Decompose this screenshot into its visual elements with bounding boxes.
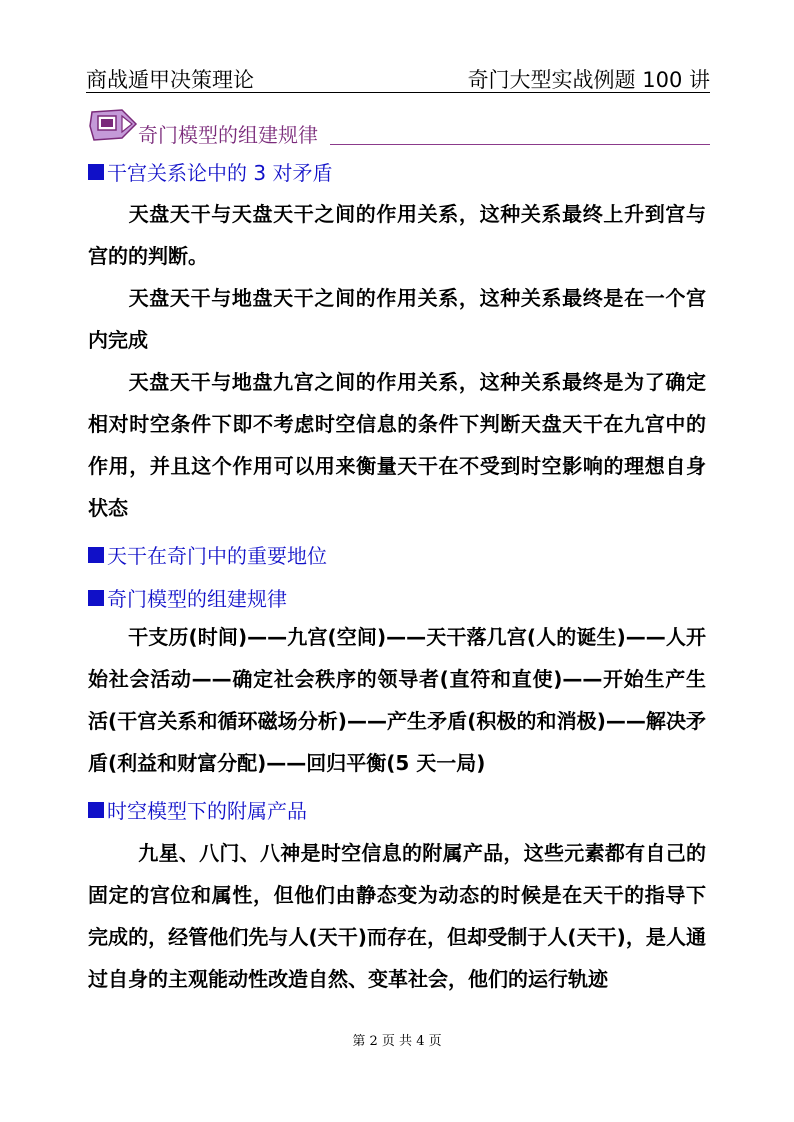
- heading-model-rules: [88, 583, 287, 612]
- heading-three-contradictions: [88, 157, 332, 186]
- square-bullet-icon: [88, 802, 104, 818]
- paragraph-1: [88, 193, 706, 277]
- heading-text: 干宫关系论中的 3 对矛盾: [107, 161, 333, 185]
- paragraph-3-text: 天盘天干与地盘九宫之间的作用关系，这种关系最终是为了确定相对时空条件下即不考虑时空信息的条件下判断天盘天干在九宫中的作用，并且这个作用可以用来衡量天干在不受到时空影响的理想自身状态: [88, 370, 706, 520]
- paragraph-5: [88, 832, 706, 1000]
- title-underline: [330, 144, 710, 145]
- heading-text: 时空模型下的附属产品: [107, 799, 307, 823]
- header-left-title: 商战遁甲决策理论: [86, 68, 254, 92]
- square-bullet-icon: [88, 590, 104, 606]
- square-bullet-icon: [88, 547, 104, 563]
- paragraph-2: [88, 277, 706, 361]
- heading-text: 天干在奇门中的重要地位: [107, 544, 327, 568]
- page-footer: 第 2 页 共 4 页: [352, 1034, 442, 1049]
- section-title: 奇门模型的组建规律: [138, 123, 318, 147]
- paragraph-3: [88, 361, 706, 529]
- paragraph-5-text: 九星、八门、八神是时空信息的附属产品，这些元素都有自己的固定的宫位和属性，但他们由静态变为动态的时候是在天干的指导下完成的，经管他们先与人(天干)而存在，但却受制于人(天干)，是人通过自身的主观能动性改造自然、变革社会，他们的运行轨迹: [88, 841, 706, 991]
- paragraph-4-text: 干支历(时间)——九宫(空间)——天干落几宫(人的诞生)——人开始社会活动——确定社会秩序的领导者(直符和直使)——开始生产生活(干宫关系和循环磁场分析)——产生矛盾(积极的和消极)——解决矛盾(利益和财富分配)——回归平衡(5 天一局): [88, 625, 706, 775]
- page-header: [86, 62, 710, 93]
- paragraph-4: [88, 616, 706, 784]
- paragraph-1-text: 天盘天干与天盘天干之间的作用关系，这种关系最终上升到宫与宫的的判断。: [88, 202, 706, 268]
- section-title-row: [88, 104, 708, 146]
- square-bullet-icon: [88, 164, 104, 180]
- heading-tiangan-importance: [88, 540, 327, 569]
- heading-spacetime-products: [88, 795, 307, 824]
- pointing-hand-icon: [88, 104, 140, 146]
- header-right-title: 奇门大型实战例题 100 讲: [467, 68, 710, 92]
- paragraph-2-text: 天盘天干与地盘天干之间的作用关系，这种关系最终是在一个宫内完成: [88, 286, 706, 352]
- heading-text: 奇门模型的组建规律: [107, 587, 287, 611]
